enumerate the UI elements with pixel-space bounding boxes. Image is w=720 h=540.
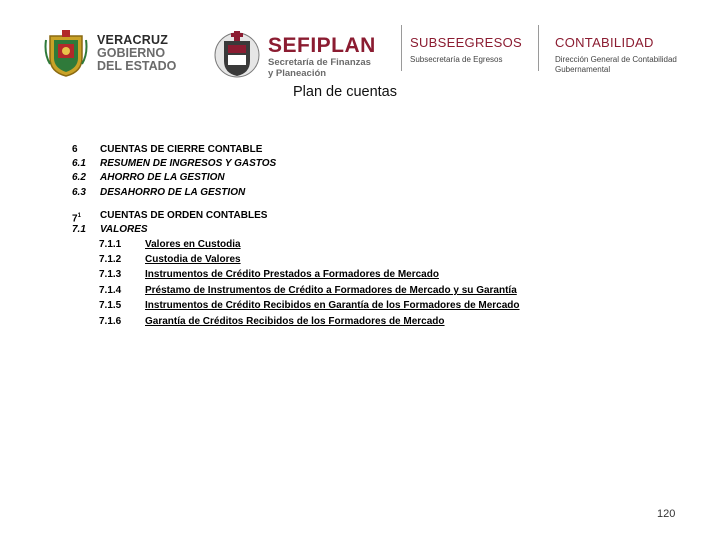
account-name: RESUMEN DE INGRESOS Y GASTOS [100,158,277,169]
account-name: CUENTAS DE ORDEN CONTABLES [100,210,268,221]
header-divider [401,25,402,71]
account-name: AHORRO DE LA GESTION [100,172,225,183]
header-divider [538,25,539,71]
contabilidad-description: Dirección General de Contabilidad Gubernamental [555,55,677,74]
veracruz-line1: VERACRUZ [97,33,169,47]
sefiplan-subtitle-line2: y Planeación [268,68,327,79]
account-code: 6 [72,144,78,155]
account-code: 7.1.2 [99,254,122,265]
contabilidad-title: CONTABILIDAD [555,35,654,50]
account-name: VALORES [100,224,148,235]
account-name: Instrumentos de Crédito Prestados a Formadores de Mercado [145,269,439,280]
account-code: 7.1 [72,224,86,235]
account-name: Custodia de Valores [145,254,241,265]
sefiplan-name: SEFIPLAN [268,34,376,57]
sefiplan-subtitle [268,57,371,79]
account-name: Garantía de Créditos Recibidos de los Formadores de Mercado [145,316,445,327]
account-code-sup: 1 [77,213,81,219]
account-code: 6.3 [72,187,86,198]
sefiplan-subtitle-line1: Secretaría de Finanzas [268,57,371,68]
account-name: CUENTAS DE CIERRE CONTABLE [100,144,263,155]
page-number: 120 [657,508,676,520]
account-name: Instrumentos de Crédito Recibidos en Garantía de los Formadores de Mercado [145,300,520,311]
veracruz-line3: DEL ESTADO [97,59,177,73]
account-code-main: 7 [72,213,78,225]
page-title: Plan de cuentas [293,84,397,100]
account-code: 7.1.3 [99,269,122,280]
veracruz-line2: GOBIERNO [97,46,166,60]
account-name: DESAHORRO DE LA GESTION [100,187,246,198]
veracruz-shield-logo [44,28,88,78]
account-code: 7.1.1 [99,239,122,250]
account-code: 6.2 [72,172,86,183]
account-code: 7.1.6 [99,316,122,327]
account-code: 7.1.4 [99,285,122,296]
account-name: Valores en Custodia [145,239,241,250]
sefiplan-emblem-logo [212,27,262,79]
account-code: 7.1.5 [99,300,122,311]
account-name: Préstamo de Instrumentos de Crédito a Formadores de Mercado y su Garantía [145,285,517,296]
account-code: 6.1 [72,158,86,169]
subsecretaria-description: Subsecretaría de Egresos [410,55,503,64]
subsecretaria-title: SUBSEEGRESOS [410,35,522,50]
veracruz-wordmark [97,34,176,73]
